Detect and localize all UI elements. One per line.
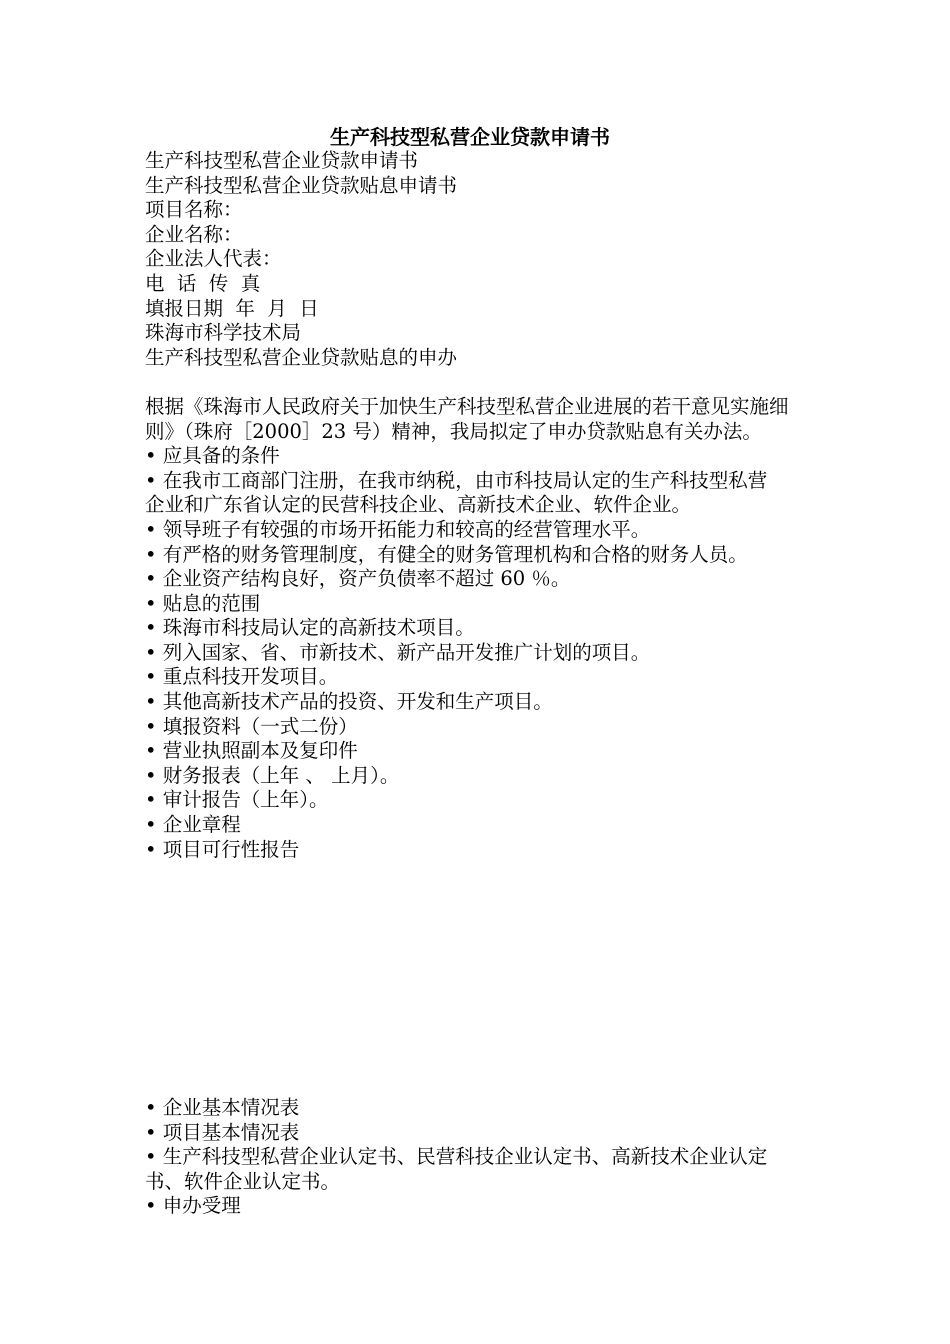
cover-line-fill-date: 填报日期 年 月 日	[145, 296, 319, 320]
list-item-registration: • 在我市工商部门注册，在我市纳税，由市科技局认定的生产科技型私营	[145, 468, 768, 492]
list-item-acceptance: • 申办受理	[145, 1194, 241, 1218]
cover-line-bureau: 珠海市科学技术局	[145, 321, 302, 345]
cover-block	[145, 149, 795, 862]
list-item-national-plans: • 列入国家、省、市新技术、新产品开发推广计划的项目。	[145, 640, 651, 664]
list-item-finance-system: • 有严格的财务管理制度，有健全的财务管理机构和合格的财务人员。	[145, 542, 748, 566]
document-title: 生产科技型私营企业贷款申请书	[330, 125, 610, 149]
list-item-asset-structure: • 企业资产结构良好，资产负债率不超过 60 ％。	[145, 567, 571, 591]
list-item-project-info: • 项目基本情况表	[145, 1120, 300, 1144]
list-item-registration-cont: 企业和广东省认定的民营科技企业、高新技术企业、软件企业。	[145, 493, 692, 517]
cover-line-project-name: 项目名称：	[145, 198, 243, 222]
list-item-hightech-projects: • 珠海市科技局认定的高新技术项目。	[145, 616, 475, 640]
list-item-financial-statements: • 财务报表（上年 、 上月）。	[145, 763, 400, 787]
cover-line-phone-fax: 电 话 传 真	[145, 271, 261, 295]
list-item-company-info: • 企业基本情况表	[145, 1096, 300, 1119]
cover-line-application-title: 生产科技型私营企业贷款申请书	[145, 149, 419, 172]
list-item-materials-heading: • 填报资料（一式二份）	[145, 714, 358, 738]
cover-line-procedure-title: 生产科技型私营企业贷款贴息的申办	[145, 345, 458, 369]
intro-paragraph: 根据《珠海市人民政府关于加快生产科技型私营企业进展的若干意见实施细则》（珠府［2000］23 号）精神，我局拟定了申办贷款贴息有关办法。	[145, 394, 789, 443]
list-item-audit-report: • 审计报告（上年）。	[145, 788, 329, 812]
list-item-business-license: • 营业执照副本及复印件	[145, 739, 358, 763]
list-item-key-rd: • 重点科技开发项目。	[145, 665, 339, 689]
lower-block	[145, 1096, 795, 1219]
cover-line-legal-rep: 企业法人代表：	[145, 247, 282, 271]
list-item-feasibility: • 项目可行性报告	[145, 837, 300, 861]
list-item-certificates: • 生产科技型私营企业认定书、民营科技企业认定书、高新技术企业认定书、软件企业认定书。	[145, 1145, 768, 1193]
list-item-conditions-heading: • 应具备的条件	[145, 444, 280, 468]
list-item-scope-heading: • 贴息的范围	[145, 591, 261, 615]
list-item-leadership: • 领导班子有较强的市场开拓能力和较高的经营管理水平。	[145, 517, 651, 541]
blank-line	[145, 370, 795, 395]
cover-line-company-name: 企业名称：	[145, 222, 243, 246]
list-item-articles: • 企业章程	[145, 813, 241, 837]
cover-line-subsidy-title: 生产科技型私营企业贷款贴息申请书	[145, 173, 458, 197]
list-item-other-projects: • 其他高新技术产品的投资、开发和生产项目。	[145, 690, 553, 714]
